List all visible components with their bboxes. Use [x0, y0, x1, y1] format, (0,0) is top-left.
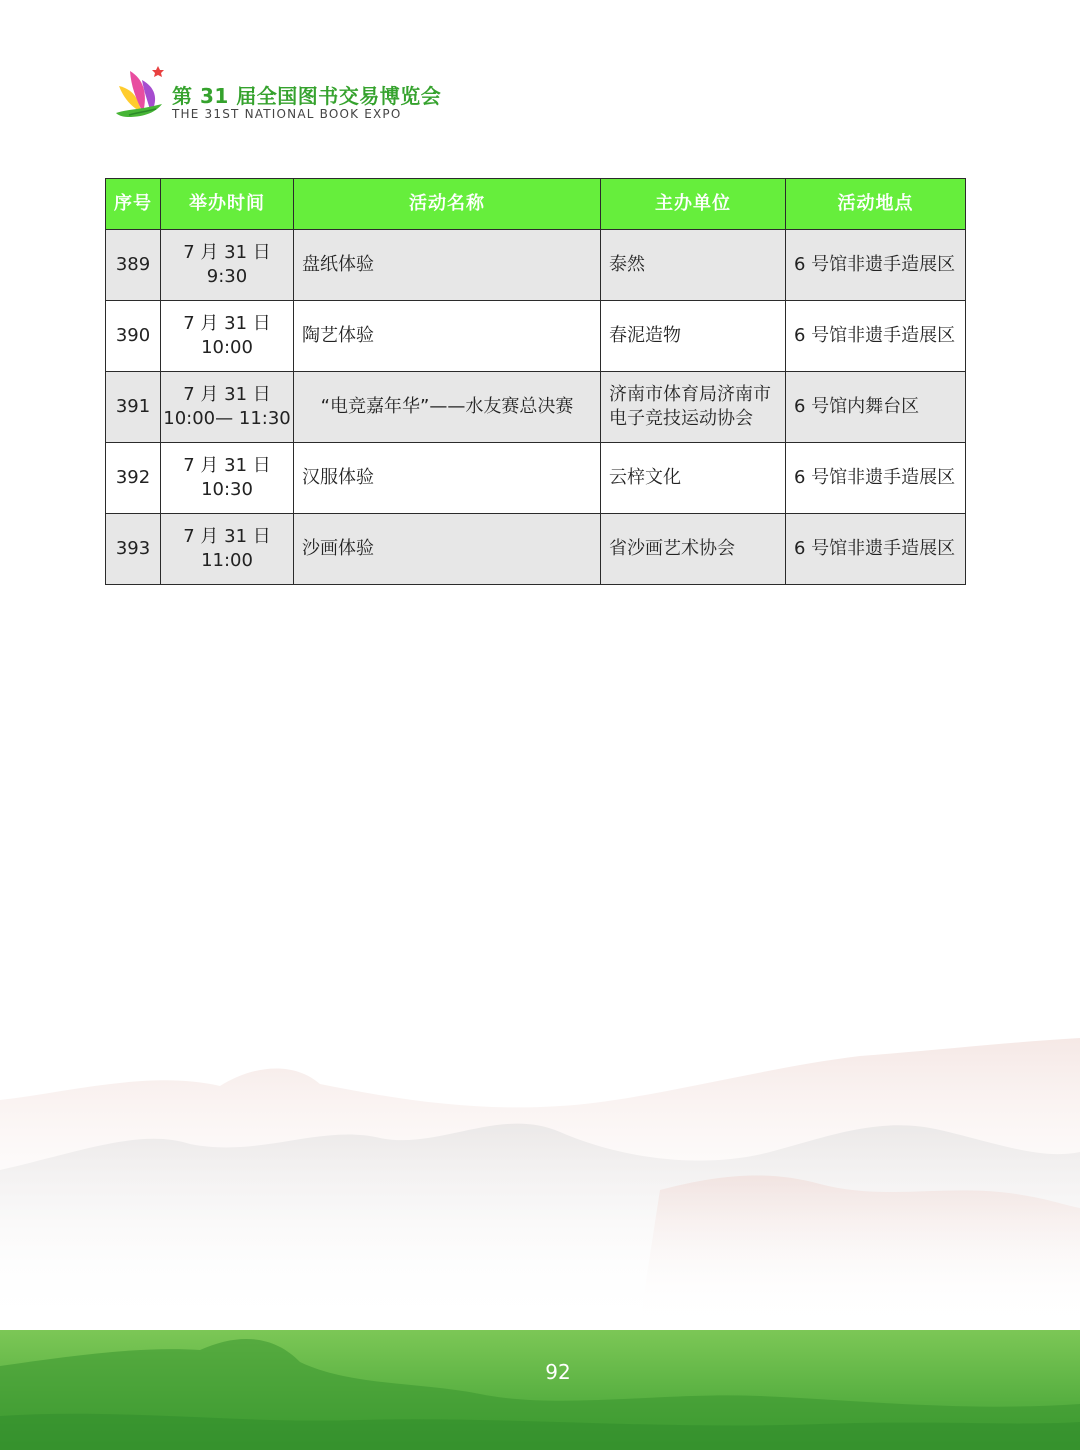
row-hour: 10:30: [201, 479, 253, 500]
table-row: [106, 301, 966, 372]
row-date: 7 月 31 日: [183, 526, 271, 547]
row-activity-name: 汉服体验: [294, 443, 601, 514]
row-time: [161, 514, 294, 585]
row-location: 6 号馆内舞台区: [786, 372, 966, 443]
row-activity-name: 盘纸体验: [294, 230, 601, 301]
row-hour: 9:30: [206, 266, 248, 287]
column-header-time: 举办时间: [161, 179, 294, 230]
row-hour: 10:00: [201, 337, 253, 358]
row-number: 390: [106, 301, 161, 372]
row-time: [161, 230, 294, 301]
row-number: 393: [106, 514, 161, 585]
row-organizer: 云梓文化: [601, 443, 786, 514]
row-time: [161, 372, 294, 443]
column-header-organizer: 主办单位: [601, 179, 786, 230]
column-header-activity: 活动名称: [294, 179, 601, 230]
row-number: 389: [106, 230, 161, 301]
row-date: 7 月 31 日: [183, 384, 271, 405]
row-date: 7 月 31 日: [183, 313, 271, 334]
table-header: [106, 179, 966, 230]
row-activity-name: “电竞嘉年华”——水友赛总决赛: [294, 372, 601, 443]
row-date: 7 月 31 日: [183, 455, 271, 476]
row-time: [161, 301, 294, 372]
row-organizer: 省沙画艺术协会: [601, 514, 786, 585]
row-number: 392: [106, 443, 161, 514]
row-activity-name: 陶艺体验: [294, 301, 601, 372]
table-row: [106, 514, 966, 585]
table-row: [106, 443, 966, 514]
row-organizer: 济南市体育局济南市电子竞技运动协会: [601, 372, 786, 443]
activity-schedule-table: [105, 178, 965, 585]
row-location: 6 号馆非遗手造展区: [786, 514, 966, 585]
row-hour: 11:00: [201, 550, 253, 571]
row-time: [161, 443, 294, 514]
row-activity-name: 沙画体验: [294, 514, 601, 585]
row-location: 6 号馆非遗手造展区: [786, 230, 966, 301]
row-location: 6 号馆非遗手造展区: [786, 301, 966, 372]
expo-subtitle: THE 31ST NATIONAL BOOK EXPO: [172, 107, 402, 121]
row-location: 6 号馆非遗手造展区: [786, 443, 966, 514]
row-organizer: 泰然: [601, 230, 786, 301]
row-organizer: 春泥造物: [601, 301, 786, 372]
page-number: 92: [545, 1360, 571, 1384]
expo-title: 第 31 届全国图书交易博览会: [172, 84, 442, 108]
table-row: [106, 372, 966, 443]
book-expo-sail-logo-icon: [112, 64, 168, 124]
table-header-row: [106, 179, 966, 230]
column-header-location: 活动地点: [786, 179, 966, 230]
mountain-landscape-icon: [0, 1020, 1080, 1450]
table-row: [106, 230, 966, 301]
row-number: 391: [106, 372, 161, 443]
row-date: 7 月 31 日: [183, 242, 271, 263]
expo-header: [112, 64, 442, 128]
table-body: [106, 230, 966, 585]
column-header-number: 序号: [106, 179, 161, 230]
row-hour: 10:00— 11:30: [163, 408, 291, 429]
